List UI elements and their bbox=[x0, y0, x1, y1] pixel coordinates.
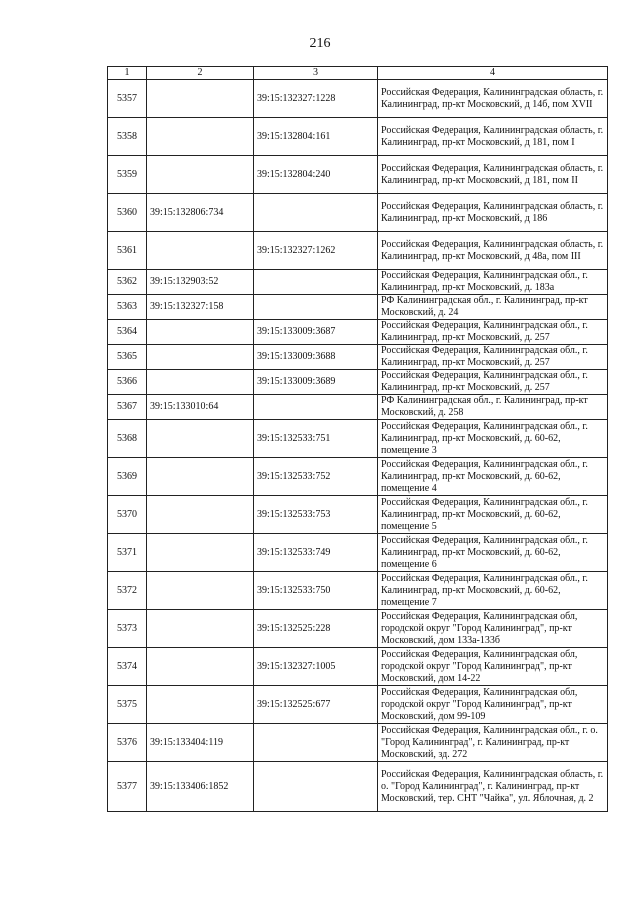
row-number: 5374 bbox=[108, 648, 147, 686]
row-number: 5376 bbox=[108, 724, 147, 762]
parcel-cadastral-number bbox=[147, 118, 254, 156]
object-cadastral-number bbox=[254, 270, 378, 295]
row-number: 5357 bbox=[108, 80, 147, 118]
table-row bbox=[108, 724, 608, 762]
table-row bbox=[108, 420, 608, 458]
parcel-cadastral-number bbox=[147, 345, 254, 370]
address: Российская Федерация, Калининградская обл., г. Калининград, пр-кт Московский, д. 183а bbox=[378, 270, 608, 295]
object-cadastral-number: 39:15:132804:161 bbox=[254, 118, 378, 156]
object-cadastral-number: 39:15:132327:1005 bbox=[254, 648, 378, 686]
table-row bbox=[108, 534, 608, 572]
table-row bbox=[108, 345, 608, 370]
column-header: 4 bbox=[378, 67, 608, 80]
table-row bbox=[108, 648, 608, 686]
address: Российская Федерация, Калининградская обл, городской округ "Город Калининград", пр-кт Московский, дом 14-22 bbox=[378, 648, 608, 686]
parcel-cadastral-number: 39:15:133010:64 bbox=[147, 395, 254, 420]
object-cadastral-number: 39:15:133009:3687 bbox=[254, 320, 378, 345]
parcel-cadastral-number bbox=[147, 320, 254, 345]
address: Российская Федерация, Калининградская обл., г. Калининград, пр-кт Московский, д. 60-62, помещение 3 bbox=[378, 420, 608, 458]
parcel-cadastral-number bbox=[147, 420, 254, 458]
row-number: 5358 bbox=[108, 118, 147, 156]
address: Российская Федерация, Калининградская обл., г. Калининград, пр-кт Московский, д. 60-62, помещение 5 bbox=[378, 496, 608, 534]
parcel-cadastral-number bbox=[147, 686, 254, 724]
address: Российская Федерация, Калининградская обл., г. Калининград, пр-кт Московский, д. 60-62, помещение 4 bbox=[378, 458, 608, 496]
object-cadastral-number: 39:15:133009:3688 bbox=[254, 345, 378, 370]
column-header: 3 bbox=[254, 67, 378, 80]
row-number: 5369 bbox=[108, 458, 147, 496]
row-number: 5365 bbox=[108, 345, 147, 370]
address: Российская Федерация, Калининградская обл, городской округ "Город Калининград", пр-кт Московский, дом 133а-133б bbox=[378, 610, 608, 648]
row-number: 5372 bbox=[108, 572, 147, 610]
address: Российская Федерация, Калининградская обл., г. Калининград, пр-кт Московский, д. 60-62, помещение 6 bbox=[378, 534, 608, 572]
row-number: 5368 bbox=[108, 420, 147, 458]
parcel-cadastral-number bbox=[147, 156, 254, 194]
address: Российская Федерация, Калининградская обл., г. о. "Город Калининград", г. Калининград, пр-кт Московский, зд. 272 bbox=[378, 724, 608, 762]
parcel-cadastral-number: 39:15:133404:119 bbox=[147, 724, 254, 762]
address: РФ Калининградская обл., г. Калининград, пр-кт Московский, д. 258 bbox=[378, 395, 608, 420]
address: Российская Федерация, Калининградская область, г. о. "Город Калининград", г. Калининград, пр-кт Московский, тер. СНТ "Чайка", ул. Яблочная, д. 2 bbox=[378, 762, 608, 812]
registry-table bbox=[107, 66, 608, 812]
parcel-cadastral-number bbox=[147, 572, 254, 610]
row-number: 5360 bbox=[108, 194, 147, 232]
parcel-cadastral-number bbox=[147, 610, 254, 648]
column-header: 2 bbox=[147, 67, 254, 80]
column-header: 1 bbox=[108, 67, 147, 80]
table-header-row bbox=[108, 67, 608, 80]
parcel-cadastral-number bbox=[147, 648, 254, 686]
row-number: 5363 bbox=[108, 295, 147, 320]
table-row bbox=[108, 270, 608, 295]
object-cadastral-number bbox=[254, 395, 378, 420]
address: Российская Федерация, Калининградская обл., г. Калининград, пр-кт Московский, д. 60-62, помещение 7 bbox=[378, 572, 608, 610]
table-row bbox=[108, 232, 608, 270]
table-row bbox=[108, 610, 608, 648]
row-number: 5364 bbox=[108, 320, 147, 345]
address: Российская Федерация, Калининградская область, г. Калининград, пр-кт Московский, д 186 bbox=[378, 194, 608, 232]
parcel-cadastral-number: 39:15:132903:52 bbox=[147, 270, 254, 295]
row-number: 5375 bbox=[108, 686, 147, 724]
table-row bbox=[108, 194, 608, 232]
object-cadastral-number: 39:15:132533:753 bbox=[254, 496, 378, 534]
parcel-cadastral-number bbox=[147, 232, 254, 270]
table-body bbox=[108, 80, 608, 812]
address: Российская Федерация, Калининградская область, г. Калининград, пр-кт Московский, д 181, пом II bbox=[378, 156, 608, 194]
address: Российская Федерация, Калининградская область, г. Калининград, пр-кт Московский, д 48а, пом III bbox=[378, 232, 608, 270]
row-number: 5366 bbox=[108, 370, 147, 395]
table-row bbox=[108, 686, 608, 724]
table-row bbox=[108, 572, 608, 610]
parcel-cadastral-number bbox=[147, 80, 254, 118]
row-number: 5367 bbox=[108, 395, 147, 420]
table-row bbox=[108, 156, 608, 194]
object-cadastral-number bbox=[254, 724, 378, 762]
object-cadastral-number bbox=[254, 762, 378, 812]
object-cadastral-number bbox=[254, 194, 378, 232]
parcel-cadastral-number: 39:15:133406:1852 bbox=[147, 762, 254, 812]
table-row bbox=[108, 295, 608, 320]
parcel-cadastral-number bbox=[147, 496, 254, 534]
table-row bbox=[108, 458, 608, 496]
parcel-cadastral-number: 39:15:132327:158 bbox=[147, 295, 254, 320]
row-number: 5361 bbox=[108, 232, 147, 270]
object-cadastral-number: 39:15:132327:1262 bbox=[254, 232, 378, 270]
address: Российская Федерация, Калининградская обл., г. Калининград, пр-кт Московский, д. 257 bbox=[378, 320, 608, 345]
table-row bbox=[108, 118, 608, 156]
table-row bbox=[108, 370, 608, 395]
parcel-cadastral-number bbox=[147, 370, 254, 395]
table-row bbox=[108, 496, 608, 534]
row-number: 5371 bbox=[108, 534, 147, 572]
object-cadastral-number: 39:15:132327:1228 bbox=[254, 80, 378, 118]
page-number: 216 bbox=[309, 36, 331, 51]
table-row bbox=[108, 80, 608, 118]
table-row bbox=[108, 320, 608, 345]
table-row bbox=[108, 395, 608, 420]
row-number: 5377 bbox=[108, 762, 147, 812]
address: РФ Калининградская обл., г. Калининград, пр-кт Московский, д. 24 bbox=[378, 295, 608, 320]
address: Российская Федерация, Калининградская обл, городской округ "Город Калининград", пр-кт Московский, дом 99-109 bbox=[378, 686, 608, 724]
object-cadastral-number bbox=[254, 295, 378, 320]
parcel-cadastral-number bbox=[147, 458, 254, 496]
table-row bbox=[108, 762, 608, 812]
parcel-cadastral-number bbox=[147, 534, 254, 572]
object-cadastral-number: 39:15:133009:3689 bbox=[254, 370, 378, 395]
object-cadastral-number: 39:15:132525:677 bbox=[254, 686, 378, 724]
object-cadastral-number: 39:15:132533:752 bbox=[254, 458, 378, 496]
row-number: 5359 bbox=[108, 156, 147, 194]
row-number: 5370 bbox=[108, 496, 147, 534]
object-cadastral-number: 39:15:132804:240 bbox=[254, 156, 378, 194]
parcel-cadastral-number: 39:15:132806:734 bbox=[147, 194, 254, 232]
row-number: 5362 bbox=[108, 270, 147, 295]
object-cadastral-number: 39:15:132533:751 bbox=[254, 420, 378, 458]
address: Российская Федерация, Калининградская область, г. Калининград, пр-кт Московский, д 181, пом I bbox=[378, 118, 608, 156]
object-cadastral-number: 39:15:132533:750 bbox=[254, 572, 378, 610]
row-number: 5373 bbox=[108, 610, 147, 648]
address: Российская Федерация, Калининградская область, г. Калининград, пр-кт Московский, д 14б, пом XVII bbox=[378, 80, 608, 118]
object-cadastral-number: 39:15:132533:749 bbox=[254, 534, 378, 572]
object-cadastral-number: 39:15:132525:228 bbox=[254, 610, 378, 648]
address: Российская Федерация, Калининградская обл., г. Калининград, пр-кт Московский, д. 257 bbox=[378, 345, 608, 370]
address: Российская Федерация, Калининградская обл., г. Калининград, пр-кт Московский, д. 257 bbox=[378, 370, 608, 395]
